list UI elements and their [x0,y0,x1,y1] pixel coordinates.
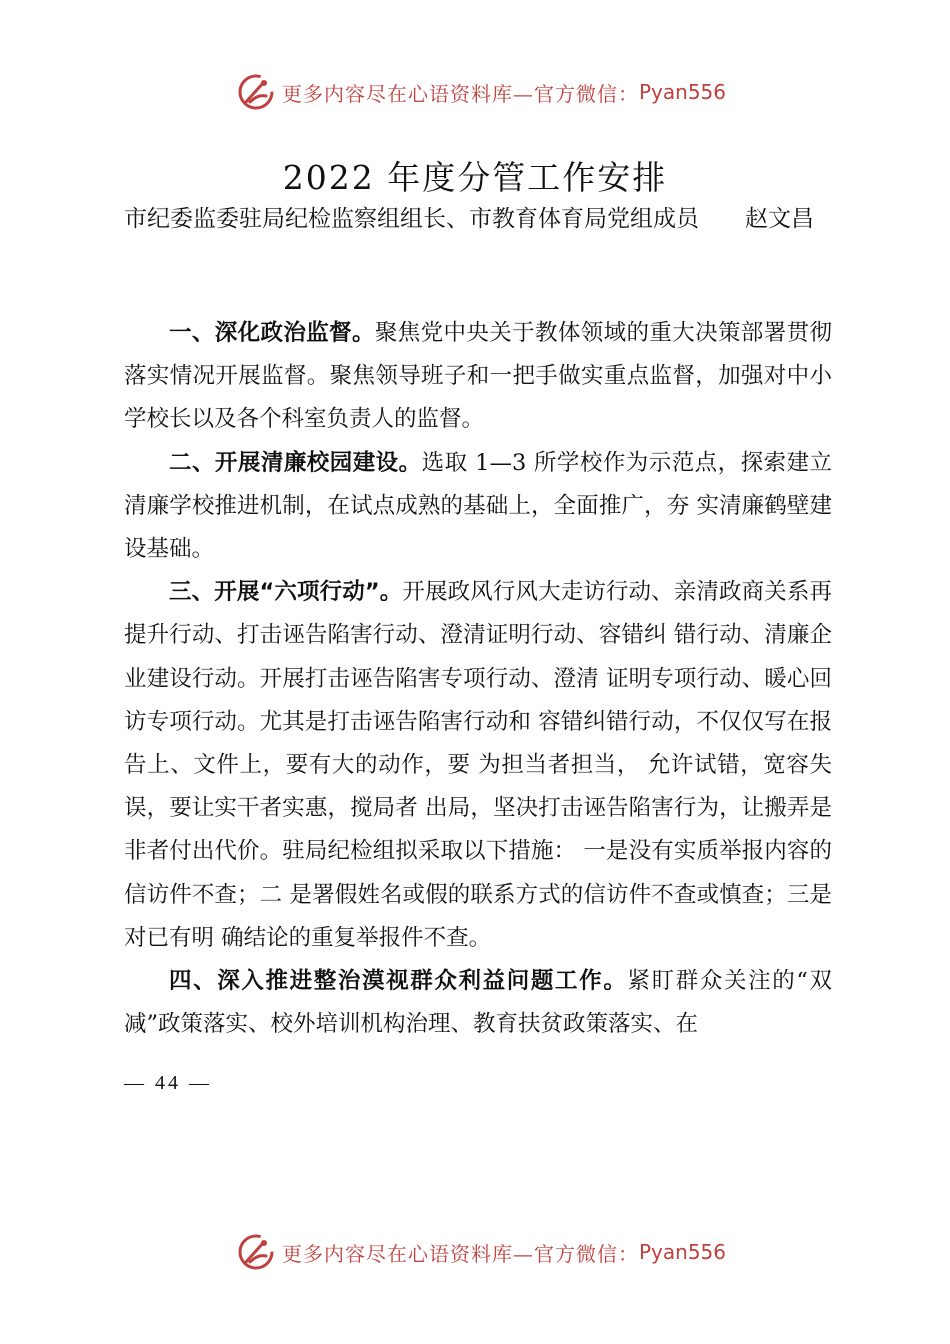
watermark-text: 更多内容尽在心语资料库—官方微信： [282,1241,639,1266]
brush-circle-logo-icon [236,1232,276,1272]
author-position: 市纪委监委驻局纪检监察组组长、市教育体育局党组成员 [124,206,699,232]
watermark-banner-bottom [236,1232,726,1272]
paragraph-lead: 四、深入推进整治漠视群众利益问题工作。 [169,968,628,995]
author-name: 赵文昌 [745,206,814,232]
document-title: 2022 年度分管工作安排 [282,158,668,197]
watermark-text: 更多内容尽在心语资料库—官方微信： [282,81,639,106]
paragraph-lead: 二、开展清廉校园建设。 [169,449,422,476]
author-line [124,204,864,234]
paragraph-2 [124,442,832,572]
document-body [124,312,832,1046]
watermark-banner-top [236,72,726,112]
paragraph-lead: 一、深化政治监督。 [169,320,375,346]
watermark-wechat: Pyan556 [639,80,727,104]
paragraph-4 [124,960,832,1046]
page-number: — 44 — [124,1072,212,1094]
paragraph-text: 选取 1—3 所学校作为示范点，探索建立清廉学校推进机制，在试点成熟的基础上，全面推广，夯 实清廉鹤壁建设基础。 [124,449,832,563]
brush-circle-logo-icon [236,72,276,112]
watermark-wechat: Pyan556 [639,1240,727,1264]
paragraph-3 [124,571,832,960]
paragraph-text: 聚焦党中央关于教体领域的重大决策部署贯彻落实情况开展监督。聚焦领导班子和一把手做实重点监督，加强对中小学校长以及各个科室负责人的监督。 [124,320,832,433]
paragraph-1 [124,312,832,442]
paragraph-text: 开展政风行风大走访行动、亲清政商关系再提升行动、打击诬告陷害行动、澄清证明行动、容错纠 错行动、清廉企业建设行动。开展打击诬告陷害专项行动、澄清 证明专项行动、暖心回访专项行动。尤其是打击诬告陷害行动和 容错纠错行动，不仅仅写在报告上、文件上，要有大的动作，要 为担当者担当， 允许试错，宽容失误，要让实干者实惠，搅局者 出局，坚决打击诬告陷害行为，让搬弄是非者付出代价。驻局纪检组拟采取以下措施： 一是没有实质举报内容的信访件不查；二 是署假姓名或假的联系方式的信访件不查或慎查；三是对已有明 确结论的重复举报件不查。 [124,579,832,951]
paragraph-lead: 三、开展“六项行动”。 [169,579,403,606]
paragraph-text: 紧盯群众关注的“双减”政策落实、校外培训机构治理、教育扶贫政策落实、在 [124,968,832,1038]
